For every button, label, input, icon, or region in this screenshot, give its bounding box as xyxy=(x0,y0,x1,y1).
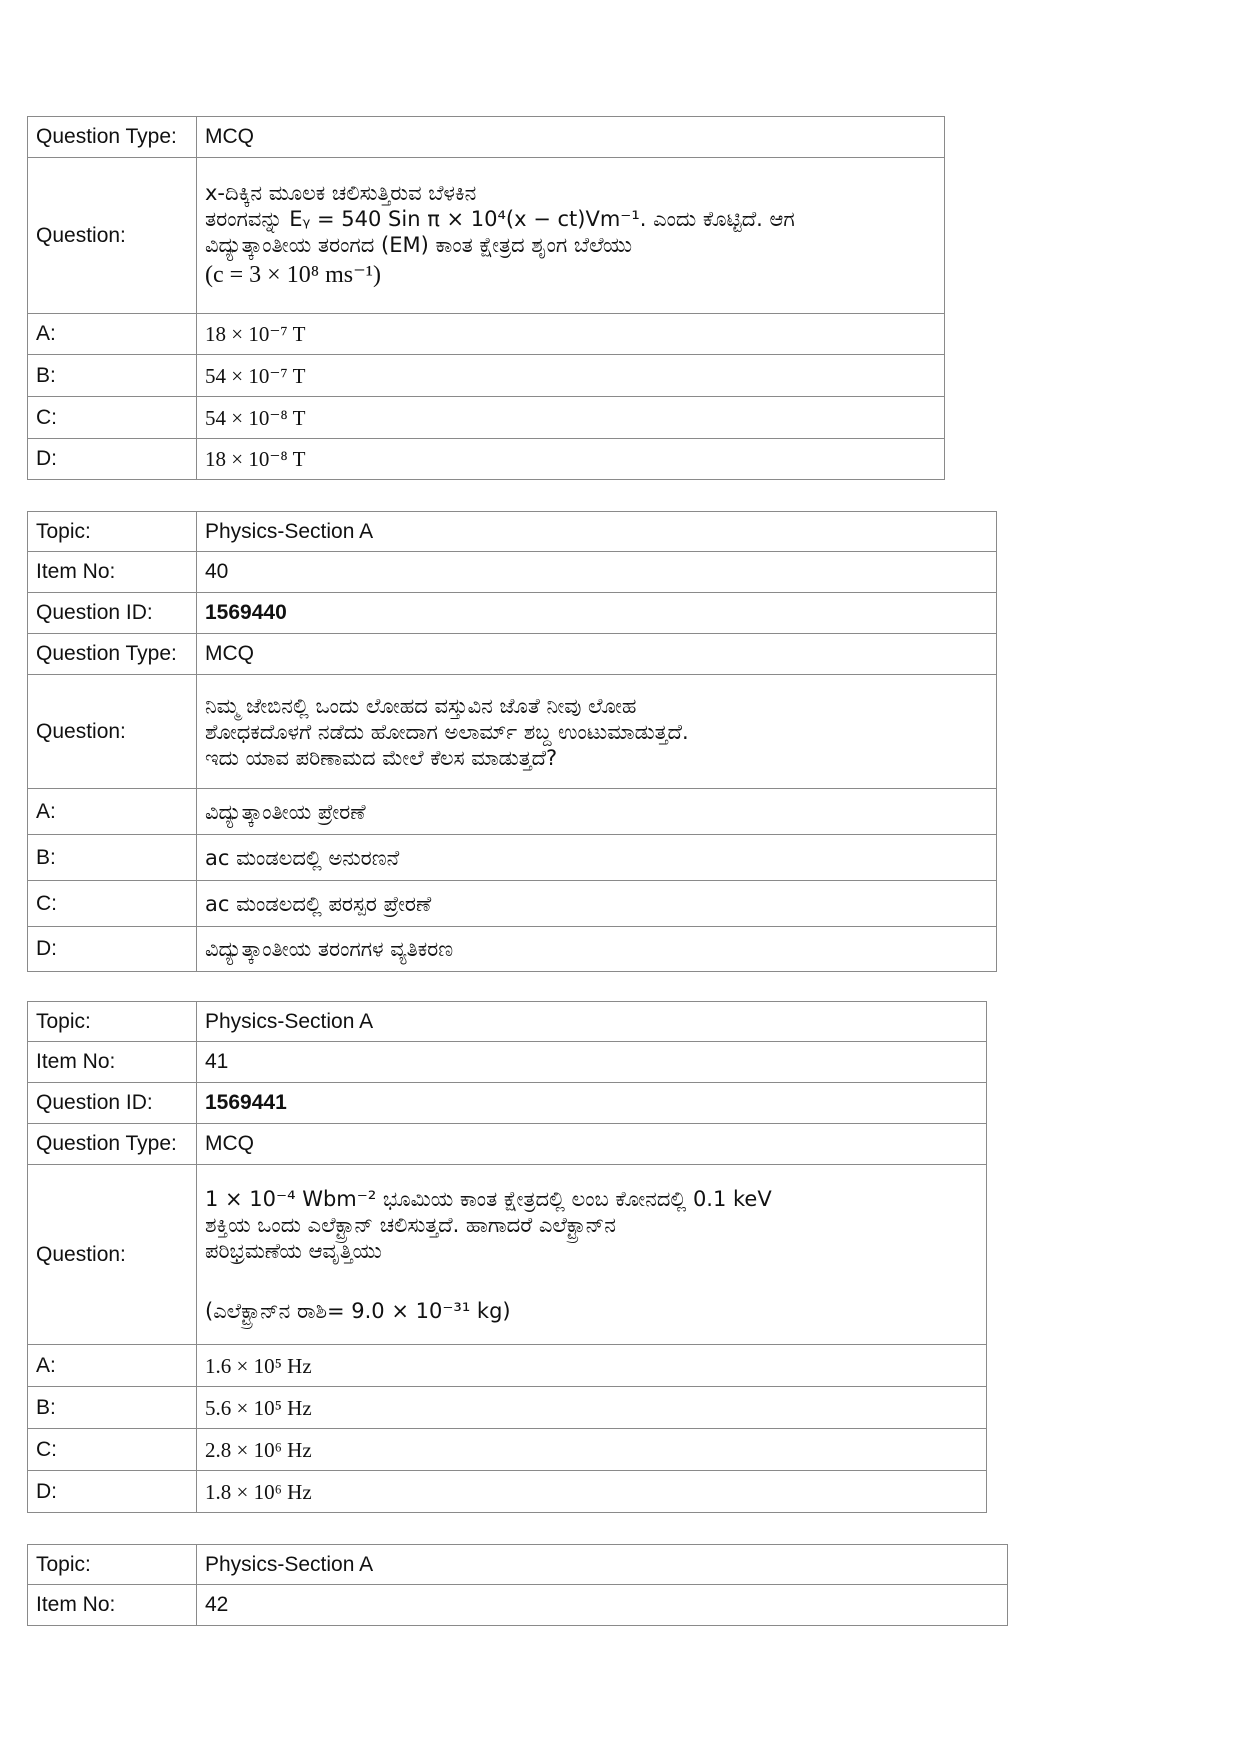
option-c-value: 54 × 10⁻⁸ T xyxy=(197,397,945,439)
question-type-value: MCQ xyxy=(197,117,945,158)
question-table-4 xyxy=(27,1544,1008,1626)
question-type-value: MCQ xyxy=(197,1124,987,1165)
option-a-label: A: xyxy=(28,789,197,835)
option-c-value: 2.8 × 10⁶ Hz xyxy=(197,1429,987,1471)
option-a-label: A: xyxy=(28,314,197,355)
item-no-value: 41 xyxy=(197,1042,987,1083)
question-text xyxy=(197,675,997,789)
question-line: ನಿಮ್ಮ ಜೇಬಿನಲ್ಲಿ ಒಂದು ಲೋಹದ ವಸ್ತುವಿನ ಜೊತೆ ನೀವು ಲೋಹ xyxy=(205,693,637,718)
question-text xyxy=(197,158,945,314)
question-type-label: Question Type: xyxy=(28,634,197,675)
option-a-value: 1.6 × 10⁵ Hz xyxy=(197,1345,987,1387)
topic-label: Topic: xyxy=(28,1545,197,1585)
option-b-value: 54 × 10⁻⁷ T xyxy=(197,355,945,397)
option-d-label: D: xyxy=(28,439,197,480)
question-line: ಪರಿಭ್ರಮಣೆಯ ಆವೃತ್ತಿಯು xyxy=(205,1238,382,1263)
question-label: Question: xyxy=(28,675,197,789)
option-d-label: D: xyxy=(28,1471,197,1513)
question-line: ತರಂಗವನ್ನು Eᵧ = 540 Sin π × 10⁴(x − ct)Vm⁻¹. ಎಂದು ಕೊಟ್ಟಿದೆ. ಆಗ xyxy=(205,206,795,231)
question-id-label: Question ID: xyxy=(28,1083,197,1124)
question-line xyxy=(205,1264,978,1298)
question-table-1 xyxy=(27,116,945,480)
option-a-label: A: xyxy=(28,1345,197,1387)
topic-label: Topic: xyxy=(28,512,197,552)
question-line: ಇದು ಯಾವ ಪರಿಣಾಮದ ಮೇಲೆ ಕೆಲಸ ಮಾಡುತ್ತದೆ? xyxy=(205,745,558,770)
option-b-value: ac ಮಂಡಲದಲ್ಲಿ ಅನುರಣನೆ xyxy=(197,835,997,881)
option-d-value: ವಿದ್ಯುತ್ಕಾಂತೀಯ ತರಂಗಗಳ ವ್ಯತಿಕರಣ xyxy=(197,927,997,972)
option-a-value: ವಿದ್ಯುತ್ಕಾಂತೀಯ ಪ್ರೇರಣೆ xyxy=(197,789,997,835)
question-table-3 xyxy=(27,1001,987,1513)
topic-value: Physics-Section A xyxy=(197,1545,1008,1585)
question-line: x-ದಿಕ್ಕಿನ ಮೂಲಕ ಚಲಿಸುತ್ತಿರುವ ಬೆಳಕಿನ xyxy=(205,180,477,205)
option-b-label: B: xyxy=(28,835,197,881)
question-id-label: Question ID: xyxy=(28,593,197,634)
option-b-label: B: xyxy=(28,1387,197,1429)
question-id-value: 1569441 xyxy=(197,1083,987,1124)
option-b-label: B: xyxy=(28,355,197,397)
option-c-label: C: xyxy=(28,397,197,439)
item-no-value: 40 xyxy=(197,552,997,593)
question-text xyxy=(197,1165,987,1345)
question-line: (c = 3 × 10⁸ ms⁻¹) xyxy=(205,261,381,288)
topic-value: Physics-Section A xyxy=(197,1002,987,1042)
item-no-label: Item No: xyxy=(28,1585,197,1626)
item-no-label: Item No: xyxy=(28,552,197,593)
question-type-value: MCQ xyxy=(197,634,997,675)
option-c-value: ac ಮಂಡಲದಲ್ಲಿ ಪರಸ್ಪರ ಪ್ರೇರಣೆ xyxy=(197,881,997,927)
option-c-label: C: xyxy=(28,881,197,927)
question-label: Question: xyxy=(28,158,197,314)
option-d-label: D: xyxy=(28,927,197,972)
question-line: ಶೋಧಕದೊಳಗೆ ನಡೆದು ಹೋದಾಗ ಅಲಾರ್ಮ್ ಶಬ್ದ ಉಂಟುಮಾಡುತ್ತದೆ. xyxy=(205,719,689,744)
question-table-2 xyxy=(27,511,997,972)
topic-value: Physics-Section A xyxy=(197,512,997,552)
question-type-label: Question Type: xyxy=(28,1124,197,1165)
question-line: (ಎಲೆಕ್ಟ್ರಾನ್‌ನ ರಾಶಿ= 9.0 × 10⁻³¹ kg) xyxy=(205,1298,511,1323)
option-d-value: 1.8 × 10⁶ Hz xyxy=(197,1471,987,1513)
item-no-label: Item No: xyxy=(28,1042,197,1083)
option-c-label: C: xyxy=(28,1429,197,1471)
option-b-value: 5.6 × 10⁵ Hz xyxy=(197,1387,987,1429)
option-a-value: 18 × 10⁻⁷ T xyxy=(197,314,945,355)
question-label: Question: xyxy=(28,1165,197,1345)
question-line: 1 × 10⁻⁴ Wbm⁻² ಭೂಮಿಯ ಕಾಂತ ಕ್ಷೇತ್ರದಲ್ಲಿ ಲಂಬ ಕೋನದಲ್ಲಿ 0.1 keV xyxy=(205,1186,772,1211)
question-id-value: 1569440 xyxy=(197,593,997,634)
topic-label: Topic: xyxy=(28,1002,197,1042)
question-type-label: Question Type: xyxy=(28,117,197,158)
question-line: ವಿದ್ಯುತ್ಕಾಂತೀಯ ತರಂಗದ (EM) ಕಾಂತ ಕ್ಷೇತ್ರದ ಶೃಂಗ ಬೆಲೆಯು xyxy=(205,232,633,257)
question-line: ಶಕ್ತಿಯ ಒಂದು ಎಲೆಕ್ಟ್ರಾನ್ ಚಲಿಸುತ್ತದೆ. ಹಾಗಾದರೆ ಎಲೆಕ್ಟ್ರಾನ್‌ನ xyxy=(205,1212,616,1237)
option-d-value: 18 × 10⁻⁸ T xyxy=(197,439,945,480)
item-no-value: 42 xyxy=(197,1585,1008,1626)
